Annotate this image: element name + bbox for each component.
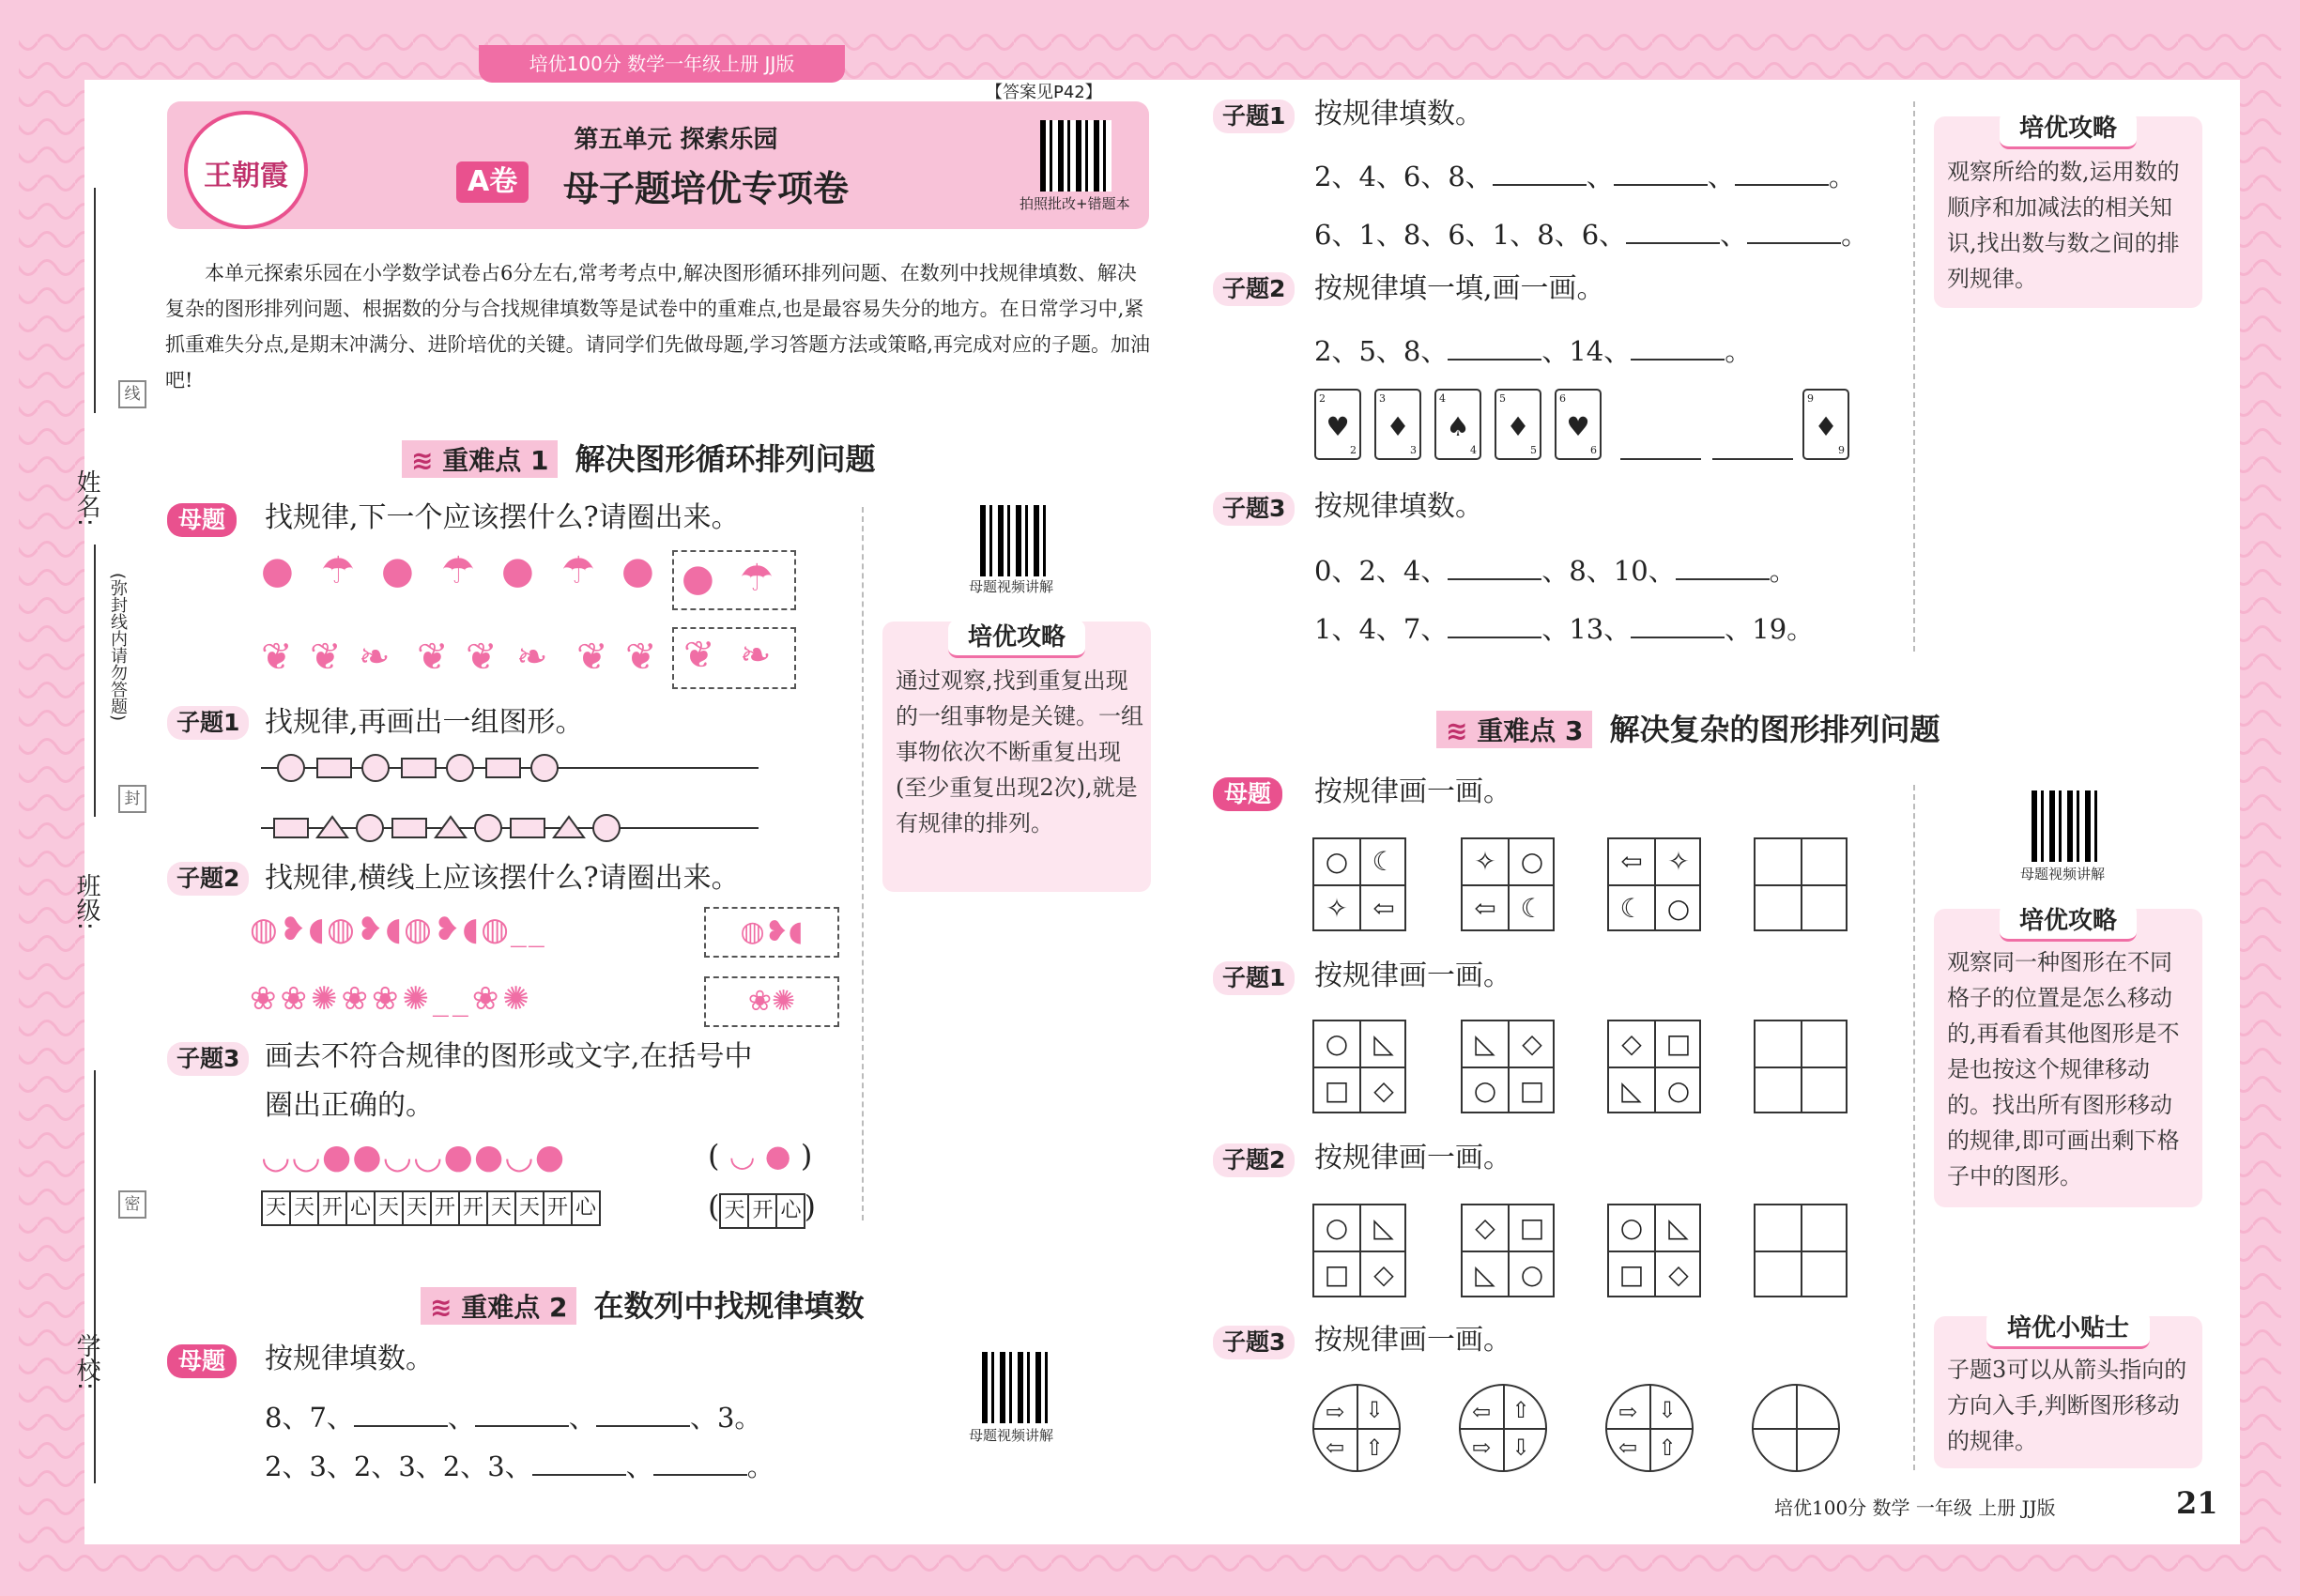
key-point-3: ≋ 重难点 3 解决复杂的图形排列问题 bbox=[1436, 706, 1940, 749]
pattern-grid bbox=[1461, 1204, 1555, 1297]
seal-seal: 封 bbox=[118, 785, 146, 813]
eggplant-icon: ❦ bbox=[466, 636, 498, 679]
intro-paragraph: 本单元探索乐园在小学数学试卷占6分左右,常考考点中,解决图形循环排列问题、在数列中找规律填数、解决复杂的图形排列问题、根据数的分与合找规律填数等是试卷中的重难点,也是最容易失分的地方。在日常学习中,紧抓重难失分点,是期末冲满分、进阶培优的关键。请同学们先做母题,学习答题方法或策略,再完成对应的子题。加油吧! bbox=[165, 262, 1151, 391]
footer-text: 培优100分 数学 一年级 上册 JJ版 bbox=[1774, 1496, 2056, 1519]
arrow-down-icon: ⇩ bbox=[1365, 1397, 1385, 1423]
square-icon: □ bbox=[1324, 1075, 1350, 1106]
playing-card: 6 ♥ 6 bbox=[1555, 389, 1602, 460]
arrow-up-icon: ⇧ bbox=[1511, 1397, 1531, 1423]
playing-card: 5 ♦ 5 bbox=[1495, 389, 1541, 460]
arrow-right-icon: ⇨ bbox=[1472, 1435, 1492, 1461]
arrow-right-icon: ⇨ bbox=[1618, 1399, 1638, 1425]
tomato-icon: ● bbox=[501, 549, 534, 592]
name-label: 姓名: bbox=[72, 469, 100, 527]
diamond-icon: ◇ bbox=[1373, 1259, 1394, 1290]
circle-icon: ○ bbox=[1325, 1212, 1349, 1243]
answer-grid[interactable] bbox=[1754, 1204, 1848, 1297]
pattern-grid bbox=[1607, 1204, 1701, 1297]
pattern-grid bbox=[1461, 837, 1555, 931]
arrow-left-icon: ⇦ bbox=[1620, 846, 1643, 877]
eggplant-icon: ❦ bbox=[625, 636, 657, 679]
diamond-icon: ◇ bbox=[1668, 1259, 1689, 1290]
diamond-icon: ◇ bbox=[1475, 1212, 1495, 1243]
eggplant-icon: ❦ bbox=[310, 636, 342, 679]
arrow-left-icon: ⇦ bbox=[1474, 893, 1496, 924]
sub2-label: 子题2 bbox=[1213, 272, 1295, 306]
binding-line bbox=[94, 188, 96, 413]
pattern-grid bbox=[1607, 1020, 1701, 1113]
pattern-grid bbox=[1312, 837, 1406, 931]
shape-pattern bbox=[261, 751, 768, 845]
eggplant-icon: ❦ bbox=[683, 634, 715, 677]
arrow-down-icon: ⇩ bbox=[1511, 1435, 1531, 1461]
eggplant-icon: ❦ bbox=[417, 636, 449, 679]
tip-text: 观察同一种图形在不同格子的位置是怎么移动的,再看看其他图形是不是也按这个规律移动的。找出所有图形移动的规律,即可画出剩下格子中的图形。 bbox=[1947, 949, 2180, 1189]
tomato-icon: ● bbox=[682, 557, 714, 600]
mother-label: 母题 bbox=[167, 1344, 237, 1378]
triangle-icon: ◺ bbox=[1475, 1259, 1495, 1290]
r-sub1-line1: 2、4、6、8、 、 、 。 bbox=[1314, 161, 1856, 192]
moon-icon: ☾ bbox=[1520, 893, 1544, 924]
diamond-icon: ◇ bbox=[1373, 1075, 1394, 1106]
pattern-grid bbox=[1312, 1204, 1406, 1297]
sub3-question-line1: 画去不符合规律的图形或文字,在括号中 bbox=[265, 1040, 753, 1073]
circle-icon: ○ bbox=[1325, 1028, 1349, 1059]
answer-choice-box[interactable] bbox=[672, 550, 796, 610]
answer-circle[interactable] bbox=[1752, 1384, 1840, 1472]
mother2-line1: 8、7、 、 、 、3。 bbox=[265, 1402, 762, 1434]
arrow-down-icon: ⇩ bbox=[1658, 1397, 1678, 1423]
answer-choice-box[interactable]: ❀✺ bbox=[704, 976, 839, 1027]
arrow-up-icon: ⇧ bbox=[1365, 1435, 1385, 1461]
arrow-circle bbox=[1312, 1384, 1401, 1472]
sub3-label: 子题3 bbox=[167, 1042, 249, 1076]
qr-code-icon[interactable] bbox=[982, 1352, 1053, 1423]
eggplant-icon: ❦ bbox=[576, 636, 608, 679]
answer-reference: 【答案见P42】 bbox=[986, 83, 1102, 102]
playing-card: 4 ♠ 4 bbox=[1434, 389, 1481, 460]
tip-title: 培优攻略 bbox=[2000, 111, 2137, 149]
arrow-circle bbox=[1605, 1384, 1694, 1472]
word-choice[interactable]: ( 天 开 心) bbox=[708, 1189, 816, 1229]
square-icon: □ bbox=[1324, 1259, 1350, 1290]
tomato-icon: ● bbox=[261, 549, 294, 592]
moon-icon: ☾ bbox=[1372, 846, 1396, 877]
column-divider bbox=[1913, 101, 1915, 652]
sub2-label: 子题2 bbox=[167, 862, 249, 896]
page-number: 21 bbox=[2176, 1485, 2218, 1521]
paper-label: A卷 bbox=[456, 161, 529, 203]
card-blank[interactable] bbox=[1620, 458, 1701, 460]
tip-title: 培优攻略 bbox=[948, 620, 1085, 658]
triangle-icon: ◺ bbox=[1373, 1028, 1394, 1059]
sub1-label: 子题1 bbox=[167, 706, 249, 740]
pepper-icon: ❧ bbox=[359, 636, 391, 679]
star-icon: ✧ bbox=[1667, 846, 1690, 877]
playing-card: 2 ♥ 2 bbox=[1314, 389, 1361, 460]
arrow-right-icon: ⇨ bbox=[1326, 1399, 1345, 1425]
arrow-up-icon: ⇧ bbox=[1658, 1435, 1678, 1461]
arrow-circle bbox=[1459, 1384, 1547, 1472]
mother2-line2: 2、3、2、3、2、3、 、 。 bbox=[265, 1450, 774, 1482]
circle-icon: ○ bbox=[1473, 1075, 1497, 1106]
qr-caption: 母题视频讲解 bbox=[2020, 866, 2106, 882]
tip-text: 通过观察,找到重复出现的一组事物是关键。一组事物依次不断重复出现(至少重复出现2次),就是有规律的排列。 bbox=[896, 668, 1143, 836]
diamond-icon: ◇ bbox=[1522, 1028, 1542, 1059]
choice-paren[interactable]: ( ◡ ● ) bbox=[708, 1138, 813, 1174]
sub1-label: 子题1 bbox=[1213, 100, 1295, 133]
r-sub2-question: 按规律填一填,画一画。 bbox=[1314, 272, 1605, 305]
pattern-grid bbox=[1312, 1020, 1406, 1113]
fruit-row-3: ◡◡●●◡◡●●◡● bbox=[261, 1138, 566, 1176]
square-icon: □ bbox=[1519, 1212, 1545, 1243]
answer-choice-box[interactable] bbox=[672, 627, 796, 689]
tip-title: 培优小贴士 bbox=[1986, 1311, 2150, 1349]
r-k2-question: 按规律画一画。 bbox=[1314, 1142, 1511, 1174]
r-mother3-question: 按规律画一画。 bbox=[1314, 775, 1511, 808]
column-divider bbox=[862, 507, 864, 1220]
binding-notice: (弥封线内请勿答题) bbox=[108, 573, 128, 722]
triangle-icon: ◺ bbox=[1475, 1028, 1495, 1059]
key-point-1: ≋ 重难点 1 解决图形循环排列问题 bbox=[402, 436, 875, 479]
binding-line bbox=[94, 545, 96, 817]
paper-title: 母子题培优专项卷 bbox=[563, 168, 850, 209]
pepper-icon: ❧ bbox=[516, 636, 548, 679]
pattern-grid bbox=[1461, 1020, 1555, 1113]
sub3-question-line2: 圈出正确的。 bbox=[265, 1089, 434, 1122]
circle-icon: ○ bbox=[1666, 893, 1691, 924]
fruit-row-2: ◍❥◖◍❥◖◍❥◖◍__ bbox=[250, 911, 546, 948]
school-label: 学校: bbox=[72, 1333, 100, 1390]
mother2-question: 按规律填数。 bbox=[265, 1343, 434, 1375]
circle-icon: ○ bbox=[1520, 846, 1544, 877]
sub2-label: 子题2 bbox=[1213, 1143, 1295, 1177]
r-sub2-line1: 2、5、8、 、14、 。 bbox=[1314, 335, 1753, 367]
tomato-icon: ● bbox=[381, 549, 414, 592]
key-point-2: ≋ 重难点 2 在数列中找规律填数 bbox=[421, 1282, 864, 1326]
mushroom-icon: ☂ bbox=[441, 549, 475, 592]
mother-label: 母题 bbox=[1213, 777, 1282, 811]
mother1-question: 找规律,下一个应该摆什么?请圈出来。 bbox=[265, 501, 740, 534]
column-divider bbox=[1913, 785, 1915, 1470]
pepper-icon: ❧ bbox=[740, 634, 772, 677]
class-label: 班级: bbox=[72, 873, 100, 930]
mushroom-icon: ☂ bbox=[561, 549, 595, 592]
tomato-icon: ● bbox=[621, 549, 654, 592]
sub1-label: 子题1 bbox=[1213, 961, 1295, 995]
square-icon: □ bbox=[1665, 1028, 1692, 1059]
sub3-label: 子题3 bbox=[1213, 1326, 1295, 1359]
square-icon: □ bbox=[1519, 1075, 1545, 1106]
r-k1-question: 按规律画一画。 bbox=[1314, 959, 1511, 992]
fish-row: ❀❀✺❀❀✺__❀✺ bbox=[250, 980, 533, 1018]
qr-code-icon[interactable] bbox=[980, 505, 1051, 576]
r-sub1-line2: 6、1、8、6、1、8、6、 、 。 bbox=[1314, 219, 1869, 251]
arrow-left-icon: ⇦ bbox=[1618, 1435, 1638, 1461]
arrow-left-icon: ⇦ bbox=[1472, 1399, 1492, 1425]
playing-card: 9 ♦ 9 bbox=[1802, 389, 1849, 460]
binding-line bbox=[94, 1070, 96, 1483]
arrow-left-icon: ⇦ bbox=[1326, 1435, 1345, 1461]
circle-icon: ○ bbox=[1520, 1259, 1544, 1290]
r-sub3-question: 按规律填数。 bbox=[1314, 490, 1483, 523]
eggplant-icon: ❦ bbox=[261, 636, 293, 679]
circle-icon: ○ bbox=[1666, 1075, 1691, 1106]
star-icon: ✧ bbox=[1326, 893, 1348, 924]
unit-title: 第五单元 探索乐园 bbox=[574, 126, 778, 154]
sub3-label: 子题3 bbox=[1213, 492, 1295, 526]
diamond-icon: ◇ bbox=[1621, 1028, 1642, 1059]
r-sub3-line1: 0、2、4、 、8、10、 。 bbox=[1314, 555, 1797, 587]
answer-choice-box[interactable]: ◍❥◖ bbox=[704, 907, 839, 958]
qr-caption: 母题视频讲解 bbox=[969, 1427, 1054, 1444]
circle-icon: ○ bbox=[1325, 846, 1349, 877]
logo: 王朝霞 bbox=[184, 111, 308, 229]
arrow-left-icon: ⇦ bbox=[1372, 893, 1395, 924]
seal-secret: 密 bbox=[118, 1190, 146, 1219]
answer-grid[interactable] bbox=[1754, 1020, 1848, 1113]
r-sub1-question: 按规律填数。 bbox=[1314, 98, 1483, 130]
tip-title: 培优攻略 bbox=[2000, 903, 2137, 942]
sub1-question: 找规律,再画出一组图形。 bbox=[265, 706, 584, 739]
r-sub3-line2: 1、4、7、 、13、 、19。 bbox=[1314, 613, 1815, 645]
r-k3-question: 按规律画一画。 bbox=[1314, 1324, 1511, 1357]
word-row: 天 天 开 心 天 天 开 开 天 天 开 心 bbox=[261, 1190, 599, 1226]
circle-icon: ○ bbox=[1619, 1212, 1644, 1243]
qr-caption: 拍照批改+错题本 bbox=[1020, 195, 1130, 212]
mushroom-icon: ☂ bbox=[740, 557, 774, 600]
pattern-grid bbox=[1607, 837, 1701, 931]
sub2-question: 找规律,横线上应该摆什么?请圈出来。 bbox=[265, 862, 740, 895]
mother-label: 母题 bbox=[167, 503, 237, 537]
tip-text: 子题3可以从箭头指向的方向入手,判断图形移动的规律。 bbox=[1947, 1357, 2187, 1454]
qr-caption: 母题视频讲解 bbox=[969, 578, 1054, 595]
triangle-icon: ◺ bbox=[1373, 1212, 1394, 1243]
answer-grid[interactable] bbox=[1754, 837, 1848, 931]
card-blank[interactable] bbox=[1712, 458, 1793, 460]
qr-code-icon[interactable] bbox=[1040, 120, 1112, 192]
mushroom-icon: ☂ bbox=[321, 549, 355, 592]
book-tab: 培优100分 数学一年级上册 JJ版 bbox=[479, 45, 845, 83]
triangle-icon: ◺ bbox=[1621, 1075, 1642, 1106]
square-icon: □ bbox=[1618, 1259, 1645, 1290]
moon-icon: ☾ bbox=[1619, 893, 1644, 924]
qr-code-icon[interactable] bbox=[2032, 790, 2103, 862]
playing-card: 3 ♦ 3 bbox=[1374, 389, 1421, 460]
star-icon: ✧ bbox=[1474, 846, 1496, 877]
seal-line: 线 bbox=[118, 380, 146, 408]
tip-text: 观察所给的数,运用数的顺序和加减法的相关知识,找出数与数之间的排列规律。 bbox=[1947, 159, 2180, 292]
triangle-icon: ◺ bbox=[1668, 1212, 1689, 1243]
